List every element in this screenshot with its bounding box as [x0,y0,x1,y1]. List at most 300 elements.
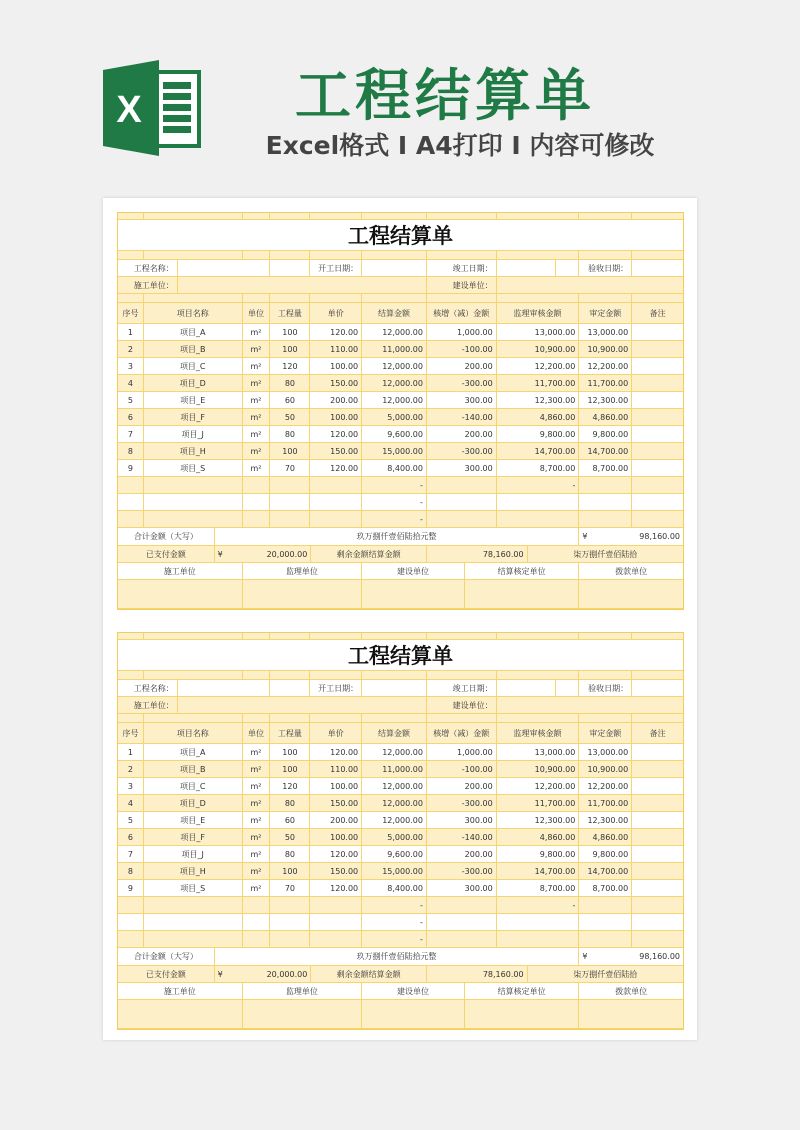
table-cell[interactable] [362,914,427,930]
table-cell[interactable] [427,341,497,357]
table-cell[interactable] [243,914,271,930]
table-cell[interactable] [118,778,144,794]
total-label [118,528,215,545]
table-cell[interactable] [362,409,427,425]
contractor-field[interactable] [178,697,427,713]
table-cell[interactable] [310,477,362,493]
table-cell[interactable] [632,477,683,493]
cell [118,213,144,219]
table-cell[interactable] [118,324,144,340]
table-cell[interactable] [243,812,271,828]
acceptance-date-field[interactable] [632,680,683,696]
table-cell[interactable] [497,761,580,777]
project-name-field[interactable] [178,680,271,696]
table-cell[interactable] [310,511,362,527]
table-cell[interactable] [579,744,632,760]
table-cell[interactable] [310,880,362,896]
table-cell[interactable] [118,392,144,408]
cell [270,633,310,639]
table-cell[interactable] [579,426,632,442]
signature-field[interactable] [243,1000,363,1028]
table-cell[interactable] [118,409,144,425]
table-cell[interactable] [362,795,427,811]
table-cell[interactable] [362,324,427,340]
table-cell[interactable] [270,863,310,879]
signature-label [362,563,465,579]
table-cell[interactable] [270,358,310,374]
table-cell[interactable] [270,392,310,408]
table-cell[interactable] [118,426,144,442]
table-cell[interactable] [497,358,580,374]
table-cell[interactable] [632,358,683,374]
signature-field[interactable] [118,1000,243,1028]
signature-field[interactable] [243,580,363,608]
remaining-amount-text: 78,160.00 [482,549,524,559]
table-cell[interactable] [144,897,243,913]
table-cell[interactable] [243,477,271,493]
table-cell[interactable] [497,863,580,879]
table-cell[interactable] [118,761,144,777]
table-cell[interactable] [362,477,427,493]
table-cell[interactable] [579,460,632,476]
table-cell[interactable] [579,392,632,408]
table-cell[interactable] [243,341,271,357]
table-cell[interactable] [270,443,310,459]
table-cell[interactable] [579,494,632,510]
table-cell[interactable] [270,744,310,760]
column-header [427,723,497,743]
table-cell[interactable] [118,897,144,913]
table-cell[interactable] [118,863,144,879]
table-cell[interactable] [362,375,427,391]
table-cell[interactable] [632,914,683,930]
table-cell[interactable] [427,914,497,930]
table-cell[interactable] [497,931,580,947]
start-date-field[interactable] [362,680,427,696]
table-cell[interactable] [118,511,144,527]
finish-date-field[interactable] [497,680,557,696]
table-cell[interactable] [427,931,497,947]
table-cell[interactable] [144,477,243,493]
signature-field[interactable] [362,1000,465,1028]
table-cell[interactable] [118,375,144,391]
table-cell[interactable] [497,778,580,794]
table-cell[interactable] [270,880,310,896]
table-cell[interactable] [310,795,362,811]
table-cell[interactable] [310,897,362,913]
table-cell[interactable] [270,812,310,828]
total-words-text: 玖万捌仟壹佰陆拾元整 [356,952,437,961]
table-cell[interactable] [270,897,310,913]
table-cell[interactable] [497,375,580,391]
table-cell[interactable] [144,914,243,930]
table-cell[interactable] [579,778,632,794]
table-cell[interactable] [310,863,362,879]
table-cell[interactable] [144,761,243,777]
table-cell[interactable] [579,812,632,828]
table-cell[interactable] [144,460,243,476]
table-cell-text: 100 [282,866,298,876]
table-cell[interactable] [427,409,497,425]
table-cell[interactable] [243,761,271,777]
table-cell[interactable] [427,812,497,828]
table-cell-text: 5 [127,815,133,825]
table-cell[interactable] [118,341,144,357]
table-cell[interactable] [270,460,310,476]
signature-field[interactable] [362,580,465,608]
table-cell[interactable] [579,914,632,930]
table-cell[interactable] [497,914,580,930]
table-cell-text: 70 [284,463,295,473]
table-cell[interactable] [270,409,310,425]
table-cell[interactable] [144,341,243,357]
cell [632,251,683,259]
table-cell[interactable] [497,460,580,476]
table-cell[interactable] [362,863,427,879]
table-cell[interactable] [632,761,683,777]
table-cell-text: 1 [127,747,133,757]
table-cell[interactable] [427,795,497,811]
finish-date-label-text: 竣工日期： [452,263,493,273]
table-cell[interactable] [579,897,632,913]
table-cell[interactable] [310,443,362,459]
table-cell[interactable] [579,477,632,493]
table-cell[interactable] [118,358,144,374]
table-cell[interactable] [243,829,271,845]
table-cell[interactable] [427,897,497,913]
table-cell[interactable] [632,795,683,811]
table-cell[interactable] [362,880,427,896]
table-cell[interactable] [144,511,243,527]
table-cell[interactable] [362,443,427,459]
table-cell[interactable] [427,477,497,493]
table-cell[interactable] [118,846,144,862]
total-row [118,948,683,966]
table-cell[interactable] [310,829,362,845]
table-cell[interactable] [497,897,580,913]
table-cell[interactable] [427,778,497,794]
table-cell[interactable] [144,409,243,425]
table-cell[interactable] [310,324,362,340]
table-cell[interactable] [243,511,271,527]
signature-label-text: 建设单位 [396,566,429,576]
table-cell[interactable] [118,914,144,930]
table-cell[interactable] [579,375,632,391]
table-cell[interactable] [243,846,271,862]
table-cell[interactable] [144,778,243,794]
table-cell[interactable] [579,795,632,811]
table-cell[interactable] [310,846,362,862]
table-cell[interactable] [310,341,362,357]
table-cell[interactable] [632,460,683,476]
table-cell[interactable] [310,812,362,828]
table-cell-text: 110.00 [330,764,359,774]
table-cell[interactable] [362,812,427,828]
table-cell-text: 12,300.00 [587,395,629,405]
table-cell[interactable] [632,375,683,391]
table-cell[interactable] [310,761,362,777]
table-cell[interactable] [579,358,632,374]
table-cell[interactable] [310,778,362,794]
table-cell[interactable] [270,324,310,340]
table-cell[interactable] [270,341,310,357]
table-cell[interactable] [579,511,632,527]
table-cell[interactable] [118,443,144,459]
table-cell[interactable] [310,426,362,442]
table-cell[interactable] [270,761,310,777]
table-cell[interactable] [310,375,362,391]
table-cell[interactable] [310,460,362,476]
table-cell[interactable] [243,744,271,760]
table-cell[interactable] [579,880,632,896]
table-cell[interactable] [144,795,243,811]
table-cell[interactable] [243,443,271,459]
column-header-text: 审定金额 [589,728,622,738]
table-cell[interactable] [144,443,243,459]
table-cell[interactable] [497,795,580,811]
table-cell[interactable] [270,846,310,862]
table-cell-text: 12,000.00 [382,361,423,371]
table-cell[interactable] [270,511,310,527]
table-cell[interactable] [497,829,580,845]
table-cell[interactable] [427,443,497,459]
table-cell-text: 15,000.00 [382,866,423,876]
table-cell[interactable] [427,761,497,777]
table-cell[interactable] [427,829,497,845]
table-cell[interactable] [632,324,683,340]
table-cell[interactable] [579,931,632,947]
table-cell[interactable] [243,460,271,476]
table-cell[interactable] [632,880,683,896]
contractor-field[interactable] [178,277,427,293]
table-cell[interactable] [497,409,580,425]
table-cell[interactable] [270,795,310,811]
table-cell[interactable] [497,846,580,862]
table-cell[interactable] [362,358,427,374]
table-cell[interactable] [427,358,497,374]
table-cell[interactable] [243,795,271,811]
table-cell[interactable] [632,443,683,459]
table-cell[interactable] [243,409,271,425]
table-cell[interactable] [632,511,683,527]
table-cell[interactable] [362,392,427,408]
start-date-field[interactable] [362,260,427,276]
table-cell[interactable] [270,914,310,930]
table-cell[interactable] [243,494,271,510]
table-cell[interactable] [270,494,310,510]
table-cell[interactable] [579,846,632,862]
table-cell[interactable] [362,829,427,845]
table-cell[interactable] [144,829,243,845]
table-cell[interactable] [144,324,243,340]
table-cell[interactable] [362,778,427,794]
table-cell-text: 120.00 [330,747,359,757]
cell [579,213,632,219]
table-cell[interactable] [144,812,243,828]
paid-label [118,966,215,982]
table-cell[interactable] [310,494,362,510]
signature-field[interactable] [579,580,683,608]
table-cell[interactable] [497,744,580,760]
table-cell[interactable] [362,341,427,357]
table-cell[interactable] [632,846,683,862]
table-cell[interactable] [310,744,362,760]
cell [118,294,144,302]
signature-field[interactable] [579,1000,683,1028]
table-cell[interactable] [310,914,362,930]
table-cell[interactable] [579,324,632,340]
table-cell[interactable] [362,897,427,913]
table-cell[interactable] [243,880,271,896]
cell [497,213,580,219]
table-cell[interactable] [144,880,243,896]
title-row [118,220,683,251]
table-cell[interactable] [243,324,271,340]
table-cell[interactable] [497,324,580,340]
table-cell[interactable] [427,392,497,408]
table-cell[interactable] [118,460,144,476]
table-cell[interactable] [497,477,580,493]
table-cell[interactable] [632,744,683,760]
signature-field[interactable] [465,1000,580,1028]
table-cell[interactable] [118,795,144,811]
table-cell[interactable] [118,744,144,760]
table-cell[interactable] [243,897,271,913]
signature-label-text: 结算核定单位 [497,566,546,576]
table-cell[interactable] [427,744,497,760]
table-cell[interactable] [632,341,683,357]
table-cell[interactable] [144,863,243,879]
table-cell-text: -300.00 [461,866,493,876]
table-cell[interactable] [118,829,144,845]
table-cell[interactable] [144,358,243,374]
table-cell[interactable] [632,494,683,510]
table-cell[interactable] [579,761,632,777]
table-cell-text: 4,860.00 [592,832,629,842]
owner-field[interactable] [497,277,683,293]
table-cell[interactable] [243,392,271,408]
acceptance-date-field[interactable] [632,260,683,276]
table-cell[interactable] [632,863,683,879]
owner-field[interactable] [497,697,683,713]
table-cell[interactable] [310,409,362,425]
table-cell[interactable] [579,863,632,879]
table-cell[interactable] [632,426,683,442]
table-cell[interactable] [497,880,580,896]
table-cell[interactable] [632,778,683,794]
finish-date-field[interactable] [497,260,557,276]
table-cell[interactable] [632,812,683,828]
table-cell[interactable] [362,846,427,862]
column-header [427,303,497,323]
table-cell[interactable] [270,477,310,493]
table-cell[interactable] [144,375,243,391]
table-cell[interactable] [270,375,310,391]
remaining-label [311,546,427,562]
table-cell[interactable] [427,324,497,340]
table-cell[interactable] [427,375,497,391]
table-cell[interactable] [270,829,310,845]
table-cell[interactable] [579,829,632,845]
table-cell[interactable] [310,358,362,374]
table-cell[interactable] [118,812,144,828]
table-cell[interactable] [118,880,144,896]
table-cell[interactable] [362,426,427,442]
table-cell[interactable] [270,931,310,947]
table-cell[interactable] [144,846,243,862]
table-cell[interactable] [144,392,243,408]
table-cell[interactable] [632,931,683,947]
table-cell[interactable] [427,511,497,527]
table-cell[interactable] [579,443,632,459]
table-cell[interactable] [118,494,144,510]
table-cell[interactable] [310,931,362,947]
table-cell[interactable] [362,494,427,510]
table-cell[interactable] [243,358,271,374]
table-cell[interactable] [362,744,427,760]
table-cell[interactable] [427,426,497,442]
table-cell[interactable] [497,494,580,510]
table-cell[interactable] [497,392,580,408]
table-cell[interactable] [427,494,497,510]
table-cell[interactable] [497,341,580,357]
table-cell[interactable] [497,812,580,828]
table-cell[interactable] [270,778,310,794]
table-cell-text: 13,000.00 [534,327,576,337]
table-cell[interactable] [310,392,362,408]
table-cell[interactable] [497,511,580,527]
signature-field[interactable] [118,580,243,608]
table-cell[interactable] [632,409,683,425]
table-cell[interactable] [362,460,427,476]
table-cell[interactable] [243,426,271,442]
table-cell-text: -140.00 [461,832,493,842]
table-cell[interactable] [579,409,632,425]
table-cell[interactable] [144,426,243,442]
table-cell[interactable] [144,931,243,947]
table-cell[interactable] [243,863,271,879]
signature-field[interactable] [465,580,580,608]
table-cell-text: 项目_F [180,832,206,842]
project-name-field[interactable] [178,260,271,276]
acceptance-date-label [579,260,632,276]
table-cell[interactable] [427,846,497,862]
table-cell[interactable] [362,761,427,777]
table-cell[interactable] [632,897,683,913]
table-cell[interactable] [362,931,427,947]
table-cell[interactable] [427,460,497,476]
table-cell[interactable] [243,778,271,794]
table-cell[interactable] [632,392,683,408]
table-cell[interactable] [427,863,497,879]
table-cell[interactable] [497,426,580,442]
table-cell[interactable] [144,494,243,510]
table-cell-text: 项目_A [179,747,206,757]
table-cell[interactable] [243,375,271,391]
table-cell[interactable] [497,443,580,459]
table-cell[interactable] [362,511,427,527]
table-cell[interactable] [118,931,144,947]
table-cell[interactable] [118,477,144,493]
owner-label [427,277,497,293]
table-cell[interactable] [579,341,632,357]
table-cell[interactable] [243,931,271,947]
table-cell[interactable] [427,880,497,896]
table-cell[interactable] [632,829,683,845]
cell [310,213,362,219]
table-cell[interactable] [270,426,310,442]
table-cell[interactable] [144,744,243,760]
